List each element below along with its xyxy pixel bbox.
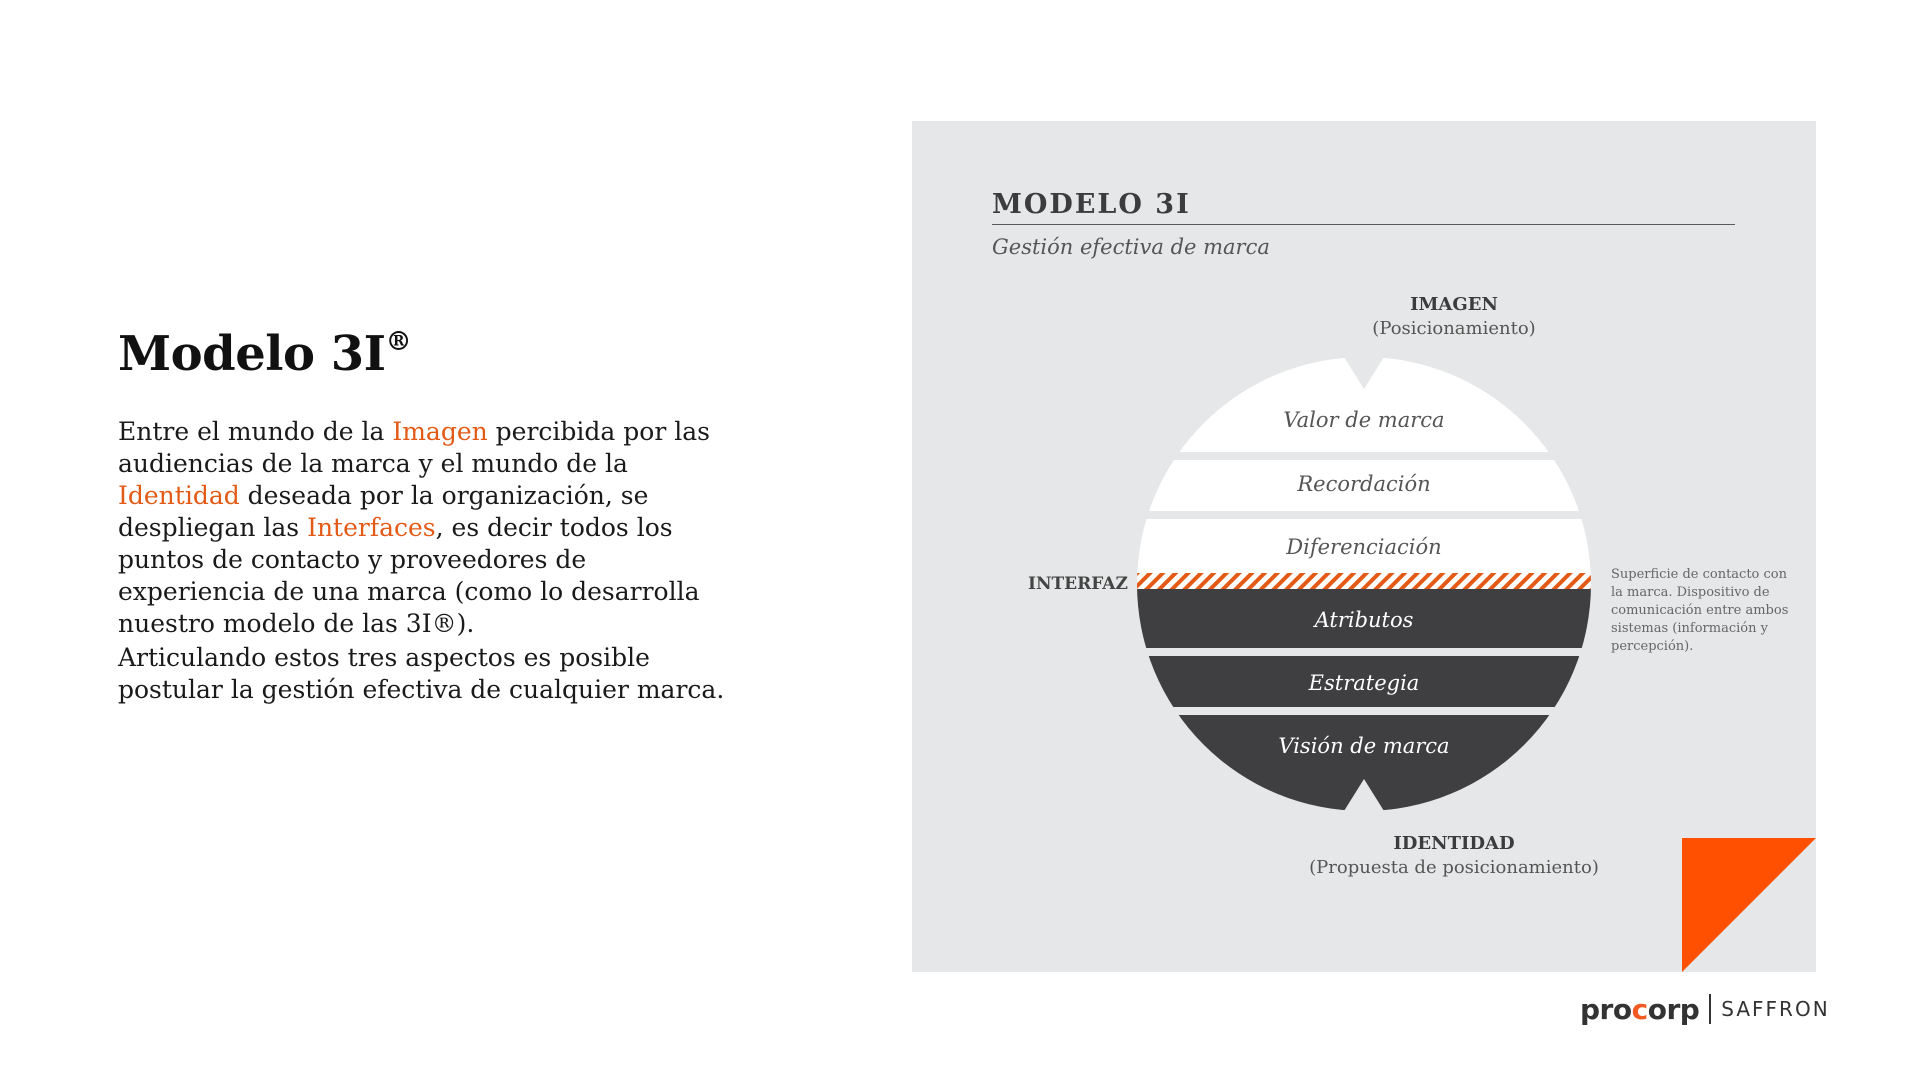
logo-separator [1709,994,1711,1024]
orange-corner-triangle [1682,838,1816,972]
logo-wordmark [1580,993,1699,1026]
page-title-text: Modelo 3I [118,326,386,382]
layer-label-estrategia: Estrategia [1308,671,1420,695]
conclusion-paragraph: Articulando estos tres aspectos es posible postular la gestión efectiva de cualquier marca. [118,643,725,704]
layer-label-diferenciacion: Diferenciación [1286,535,1442,559]
intro-text-1: Entre el mundo de la [118,417,393,446]
highlight-identidad: Identidad [118,481,240,510]
imagen-sublabel: (Posicionamiento) [1372,318,1536,339]
logo-accent-letter: c [1631,992,1648,1026]
diagram-title: MODELO 3I [992,189,1191,220]
layer-label-recordacion: Recordación [1297,472,1431,496]
interfaz-label: INTERFAZ [1028,574,1128,594]
intro-text-3: deseada por la organización, se despliegan las [118,481,649,542]
intro-text-2: percibida por las audiencias de la marca y el mundo de la [118,417,710,478]
diagram-subtitle: Gestión efectiva de marca [992,235,1270,259]
highlight-imagen: Imagen [392,417,488,446]
identidad-label: IDENTIDAD [1393,833,1515,854]
procorp-saffron-logo [1580,992,1830,1026]
logo-subtitle: SAFFRON [1721,997,1830,1021]
interface-hatch-band [1112,573,1616,589]
layer-label-valor: Valor de marca [1283,408,1445,432]
intro-paragraph [118,416,738,640]
model-diagram-panel [912,121,1816,972]
registered-mark: ® [385,327,412,357]
layer-label-atributos: Atributos [1314,608,1414,632]
intro-text-4: , es decir todos los puntos de contacto y proveedores de experiencia de una marca (como lo desarrolla nuestro modelo de las 3I®). [118,513,700,638]
identidad-label-group [1254,832,1654,880]
interfaz-note: Superficie de contacto con la marca. Dispositivo de comunicación entre ambos sistemas (información y percepción). [1611,567,1789,654]
identidad-sublabel: (Propuesta de posicionamiento) [1309,857,1599,878]
page-title [118,326,411,382]
layer-label-vision: Visión de marca [1278,734,1450,758]
highlight-interfaces: Interfaces [307,513,436,542]
logo-pre: pro [1580,992,1632,1026]
logo-post: orp [1647,992,1700,1026]
imagen-label: IMAGEN [1410,294,1498,315]
